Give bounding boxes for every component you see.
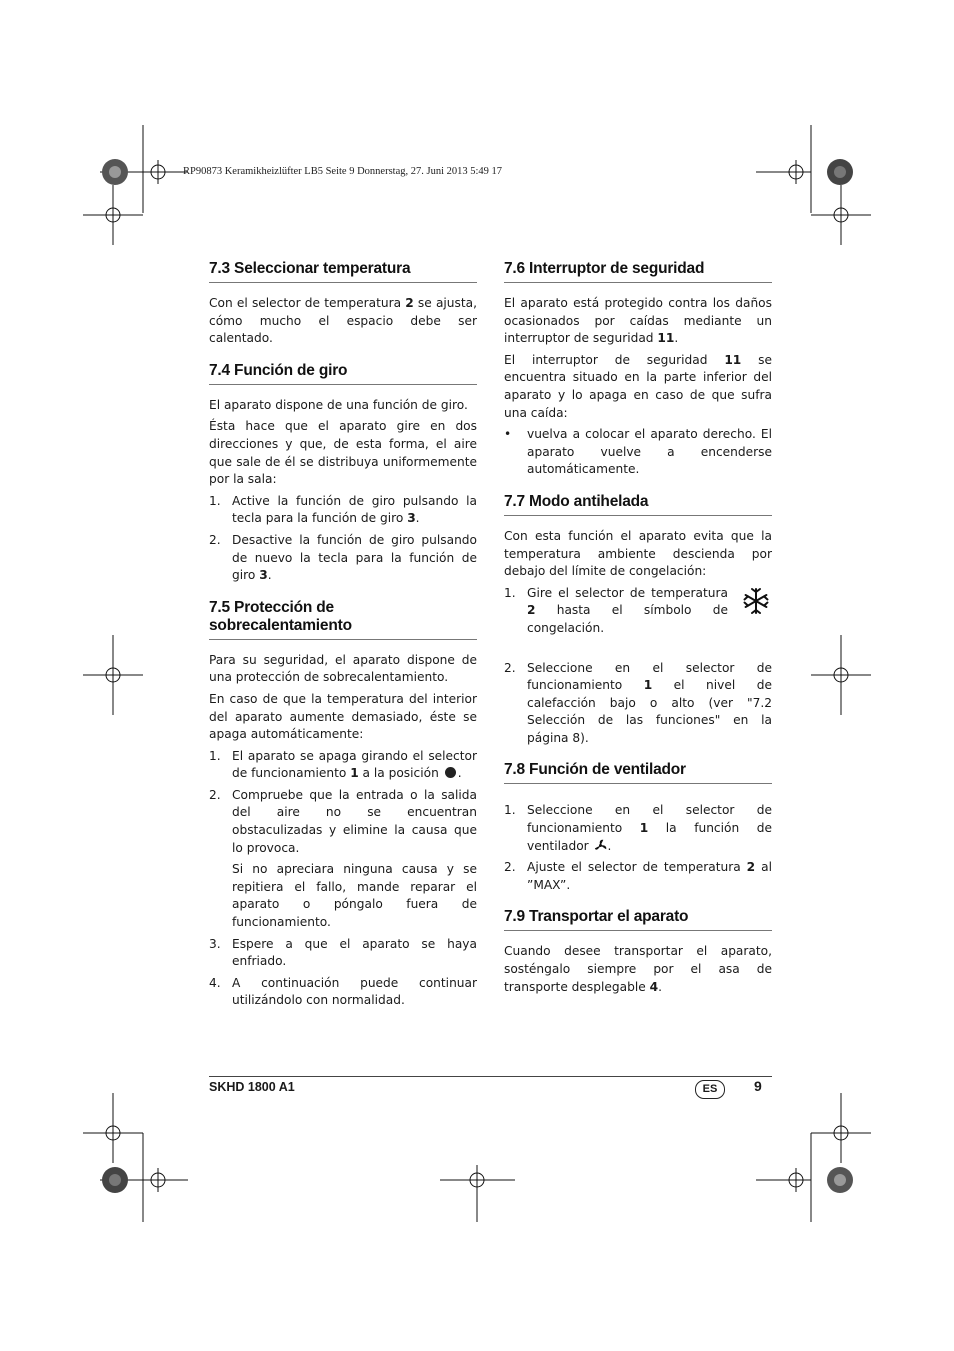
footer-model: SKHD 1800 A1 [209,1080,295,1094]
paragraph: Con el selector de temperatura 2 se ajusta, cómo mucho el espacio debe ser calentado. [209,296,477,346]
numbered-list [504,585,772,748]
section-7-8 [504,761,772,894]
off-position-icon [445,767,456,778]
list-item: 2. Compruebe que la entrada o la salida del aire no se encuentran obstaculizadas y elimine la causa que lo provoca. Si no apreciara ninguna causa y se repitiera el fallo, mande reparar el aparato o póngalo fuera de funcionamiento. [209,787,477,932]
page-number: 9 [754,1078,762,1094]
paragraph: En caso de que la temperatura del interior del aparato aumente demasiado, éste se apaga automáticamente: [209,691,477,742]
section-7-7 [504,493,772,748]
bullet-list [504,426,772,479]
list-item: • vuelva a colocar el aparato derecho. El aparato vuelve a encenderse automáticamente. [504,427,772,477]
list-item: 4. A continuación puede continuar utilizándolo con normalidad. [209,975,477,1008]
section-7-3 [209,260,477,348]
section-7-6 [504,260,772,479]
footer-rule [209,1076,772,1077]
numbered-list [209,748,477,1010]
list-item: 2. Ajuste el selector de temperatura 2 al ”MAX”. [504,860,772,892]
paragraph: Para su seguridad, el aparato dispone de una protección de sobrecalentamiento. [209,652,477,685]
section-title: 7.8 Función de ventilador [504,761,772,784]
paragraph: El aparato está protegido contra los daños ocasionados por caídas mediante un interruptor de seguridad 11. [504,296,772,346]
language-badge: ES [695,1080,725,1099]
section-7-9 [504,908,772,996]
list-item: 2. Seleccione en el selector de funcionamiento 1 el nivel de calefacción bajo o alto (ver "7.2 Selección de las funciones" en la página 8). [504,660,772,745]
right-column [504,260,772,1010]
list-item: 3. Espere a que el aparato se haya enfriado. [209,936,477,969]
section-title: 7.7 Modo antihelada [504,493,772,516]
section-title: 7.9 Transportar el aparato [504,908,772,931]
list-item: 1. Seleccione en el selector de funcionamiento 1 la función de ventilador . [504,803,772,853]
paragraph: Con esta función el aparato evita que la temperatura ambiente descienda por debajo del límite de congelación: [504,528,772,579]
list-item: 1. Active la función de giro pulsando la tecla para la función de giro 3. [209,493,477,526]
paragraph: Cuando desee transportar el aparato, sosténgalo siempre por el asa de transporte desplegable 4. [504,944,772,994]
list-item: 1. El aparato se apaga girando el selector de funcionamiento 1 a la posición . [209,748,477,781]
numbered-list [504,802,772,894]
section-title: 7.4 Función de giro [209,362,477,385]
section-7-4 [209,362,477,585]
print-info-line: RP90873 Keramikheizlüfter LB5 Seite 9 Donnerstag, 27. Juni 2013 5:49 17 [183,166,503,177]
section-title: 7.3 Seleccionar temperatura [209,260,477,283]
fan-icon [593,838,608,853]
section-7-5 [209,599,477,1010]
paragraph: El aparato dispone de una función de giro. [209,397,468,412]
numbered-list [209,493,477,585]
list-item: 2. Desactive la función de giro pulsando de nuevo la tecla para la función de giro 3. [209,532,477,583]
list-item-note: Si no apreciara ninguna causa y se repitiera el fallo, mande reparar el aparato o póngalo fuera de funcionamiento. [232,862,477,930]
snowflake-icon [742,587,770,615]
paragraph: Ésta hace que el aparato gire en dos direcciones y que, de esta forma, el aire que sale de él se distribuya uniformemente por la sala: [209,419,477,487]
list-item: 1. Gire el selector de temperatura 2 hasta el símbolo de congelación. [504,585,772,638]
section-title: 7.6 Interruptor de seguridad [504,260,772,283]
section-title: 7.5 Protección de sobrecalentamiento [209,599,477,640]
left-column [209,260,477,1024]
paragraph: El interruptor de seguridad 11 se encuentra situado en la parte inferior del aparato y lo apaga en caso de que sufra una caída: [504,352,772,420]
